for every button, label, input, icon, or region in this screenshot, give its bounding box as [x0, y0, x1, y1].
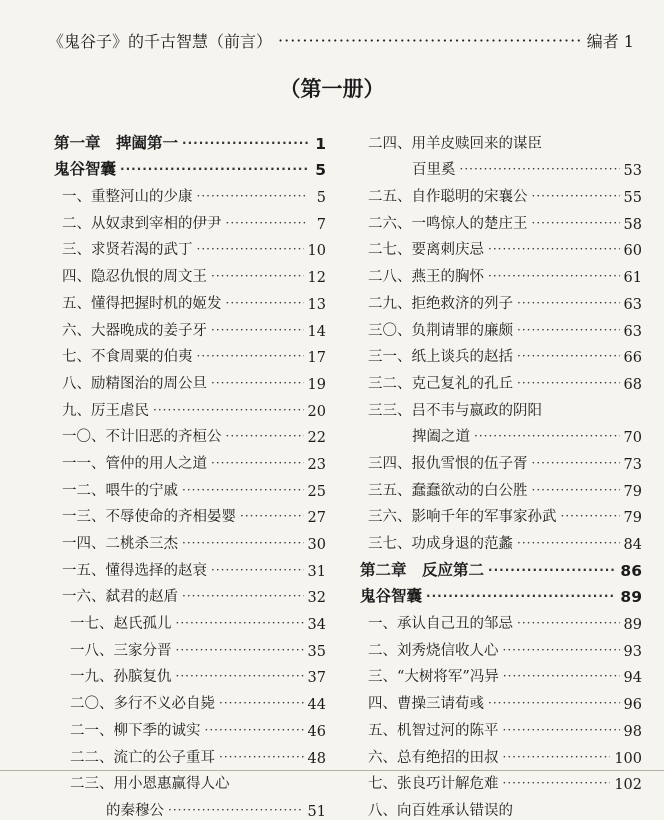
toc-entry-title: 三五、蠢蠢欲动的白公胜	[368, 482, 528, 499]
toc-entry	[360, 526, 642, 553]
toc-entry	[54, 686, 326, 713]
toc-entry-title: 一七、赵氏孤儿	[70, 616, 172, 633]
toc-entry-title: 二九、拒绝救济的列子	[368, 295, 513, 312]
leader-dots	[503, 750, 611, 764]
toc-entry	[360, 206, 642, 233]
toc-entry-title: 二二、流亡的公子重耳	[70, 749, 215, 766]
toc-entry-title: 二六、一鸣惊人的楚庄王	[368, 215, 528, 232]
toc-entry-title: 一〇、不计旧恶的齐桓公	[62, 429, 222, 446]
toc-entry-page: 13	[307, 296, 326, 313]
toc-entry-title: 鬼谷智囊	[54, 160, 117, 179]
toc-entry	[54, 606, 326, 633]
toc-entry-title: 二七、要离刺庆忌	[368, 242, 484, 259]
leader-dots	[120, 162, 308, 176]
leader-dots	[168, 803, 304, 817]
toc-entry-page: 93	[623, 643, 642, 660]
leader-dots	[211, 456, 304, 470]
toc-right-column	[360, 126, 642, 820]
toc-entry-title: 二五、自作聪明的宋襄公	[368, 189, 528, 206]
toc-entry	[54, 153, 326, 180]
toc-entry	[54, 393, 326, 420]
toc-entry-title: 一八、三家分晋	[70, 642, 172, 659]
toc-entry-title: 三、“大树将军”冯异	[368, 669, 499, 686]
toc-entry	[54, 126, 326, 153]
toc-entry-page: 98	[623, 723, 642, 740]
toc-entry	[360, 633, 642, 660]
toc-entry	[360, 286, 642, 313]
toc-entry-page: 22	[307, 430, 326, 447]
leader-dots	[517, 616, 620, 630]
leader-dots	[176, 616, 304, 630]
toc-entry-page: 5	[316, 190, 326, 207]
toc-entry-title: 百里奚	[412, 162, 456, 179]
toc-entry	[54, 259, 326, 286]
toc-entry-title: 二八、燕王的胸怀	[368, 269, 484, 286]
toc-entry	[360, 553, 642, 580]
leader-dots	[426, 589, 616, 603]
leader-dots	[503, 643, 620, 657]
toc-entry-title: 的秦穆公	[106, 802, 164, 819]
toc-entry	[360, 126, 642, 153]
leader-dots	[219, 696, 304, 710]
toc-entry-page: 12	[307, 270, 326, 287]
toc-entry	[54, 313, 326, 340]
toc-entry-title: 三四、报仇雪恨的伍子胥	[368, 455, 528, 472]
preface-page: 编者 1	[586, 31, 634, 51]
leader-dots	[176, 643, 304, 657]
leader-dots	[176, 669, 304, 683]
toc-entry-page: 61	[623, 270, 642, 287]
toc-entry-title: 一五、懂得选择的赵衰	[62, 562, 207, 579]
toc-entry-page: 94	[623, 670, 642, 687]
toc-entry-page: 46	[307, 723, 326, 740]
toc-entry	[54, 206, 326, 233]
toc-entry	[360, 446, 642, 473]
toc-entry-page: 7	[316, 216, 326, 233]
toc-entry-title: 三三、吕不韦与嬴政的阴阳	[368, 402, 542, 419]
leader-dots	[517, 536, 620, 550]
leader-dots	[532, 483, 620, 497]
leader-dots	[211, 269, 304, 283]
leader-dots	[532, 216, 620, 230]
toc-entry-title: 五、懂得把握时机的姬发	[62, 295, 222, 312]
toc-entry-title: 二四、用羊皮赎回来的谋臣	[368, 135, 542, 152]
toc-entry-title: 三六、影响千年的军事家孙武	[368, 509, 557, 526]
toc-entry-page: 17	[307, 350, 326, 367]
toc-entry-page: 30	[307, 537, 326, 553]
leader-dots	[197, 189, 309, 203]
leader-dots	[488, 269, 620, 283]
leader-dots	[460, 162, 620, 176]
leader-dots	[517, 296, 620, 310]
toc-entry-title: 六、大器晚成的姜子牙	[62, 322, 207, 339]
toc-entry-page: 5	[315, 161, 326, 180]
toc-entry	[360, 259, 642, 286]
toc-entry-page: 60	[623, 243, 642, 260]
toc-entry-page: 89	[623, 617, 642, 634]
toc-entry	[54, 580, 326, 607]
toc-entry-title: 第一章 捭阖第一	[54, 133, 179, 152]
toc-entry-page: 63	[623, 323, 642, 340]
toc-entry-title: 三一、纸上谈兵的赵括	[368, 349, 513, 366]
toc-entry-title: 一九、孙膑复仇	[70, 669, 172, 686]
leader-dots	[517, 376, 620, 390]
leader-dots	[561, 509, 620, 523]
toc-entry	[360, 393, 642, 420]
toc-entry-page: 53	[623, 163, 642, 180]
toc-entry-title: 鬼谷智囊	[360, 587, 423, 606]
toc-entry-title: 一、承认自己丑的邹忌	[368, 616, 513, 633]
toc-entry-title: 一二、喂牛的宁戚	[62, 482, 178, 499]
toc-entry-page: 100	[614, 750, 642, 767]
toc-entry-title: 八、励精图治的周公旦	[62, 375, 207, 392]
toc-entry-title: 第二章 反应第二	[360, 560, 485, 579]
toc-entry	[360, 660, 642, 687]
toc-entry	[360, 153, 642, 180]
leader-dots	[503, 776, 611, 790]
toc-entry	[360, 233, 642, 260]
toc-entry	[360, 713, 642, 740]
leader-dots	[182, 483, 304, 497]
toc-entry-page: 19	[307, 376, 326, 393]
toc-entry-title: 五、机智过河的陈平	[368, 722, 499, 739]
toc-entry	[54, 473, 326, 500]
toc-entry-page: 89	[620, 588, 642, 607]
toc-entry-page: 32	[307, 590, 326, 607]
leader-dots	[517, 349, 620, 363]
leader-dots	[503, 669, 620, 683]
toc-entry-page: 34	[307, 617, 326, 634]
leader-dots	[182, 589, 304, 603]
toc-entry-title: 七、张良巧计解危难	[368, 776, 499, 793]
toc-entry-page: 48	[307, 750, 326, 767]
toc-entry	[360, 606, 642, 633]
toc-entry	[54, 713, 326, 740]
toc-entry-title: 捭阖之道	[412, 429, 470, 446]
toc-entry	[360, 420, 642, 447]
toc-entry-page: 96	[623, 697, 642, 714]
leader-dots	[532, 189, 620, 203]
leader-dots	[182, 136, 308, 150]
toc-entry	[54, 340, 326, 367]
toc-entry	[54, 633, 326, 660]
toc-entry-title: 一一、管仲的用人之道	[62, 455, 207, 472]
toc-entry-page: 37	[307, 670, 326, 687]
toc-entry	[54, 793, 326, 820]
leader-dots	[226, 216, 309, 230]
leader-dots	[532, 456, 620, 470]
leader-dots	[488, 242, 620, 256]
leader-dots	[205, 723, 304, 737]
toc-entry-title: 二〇、多行不义必自毙	[70, 696, 215, 713]
toc-entry	[54, 179, 326, 206]
toc-entry-title: 四、隐忍仇恨的周文王	[62, 269, 207, 286]
toc-entry-page: 73	[623, 456, 642, 473]
leader-dots	[211, 376, 304, 390]
toc-entry-title: 三〇、负荆请罪的廉颇	[368, 322, 513, 339]
leader-dots	[197, 349, 304, 363]
toc-left-column	[54, 126, 326, 820]
toc-entry	[54, 553, 326, 580]
toc-entry	[54, 366, 326, 393]
toc-entry-page: 79	[623, 510, 642, 527]
toc-entry	[54, 286, 326, 313]
leader-dots	[278, 31, 581, 50]
leader-dots	[211, 323, 304, 337]
toc-entry-page: 63	[623, 296, 642, 313]
toc-entry-title: 一六、弑君的赵盾	[62, 589, 178, 606]
toc-entry-title: 六、总有绝招的田叔	[368, 749, 499, 766]
leader-dots	[474, 429, 620, 443]
toc-entry	[360, 313, 642, 340]
leader-dots	[226, 296, 304, 310]
toc-entry-page: 10	[307, 243, 326, 260]
toc-entry	[360, 366, 642, 393]
front-matter-line	[48, 28, 634, 52]
toc-entry-page: 68	[623, 376, 642, 393]
toc-entry-page: 58	[623, 216, 642, 233]
toc-entry-title: 四、曹操三请荀彧	[368, 696, 484, 713]
toc-entry-title: 八、向百姓承认错误的	[368, 802, 513, 819]
toc-entry	[54, 420, 326, 447]
leader-dots	[517, 323, 620, 337]
toc-entry-page: 14	[307, 323, 326, 340]
toc-entry	[360, 740, 642, 767]
page-bottom-edge	[0, 770, 664, 771]
toc-entry	[360, 686, 642, 713]
leader-dots	[488, 563, 616, 577]
toc-entry	[360, 340, 642, 367]
leader-dots	[488, 696, 620, 710]
toc-entry-page: 35	[307, 643, 326, 660]
leader-dots	[197, 242, 304, 256]
toc-entry	[360, 580, 642, 607]
toc-entry-title: 九、厉王虐民	[62, 402, 149, 419]
toc-entry-page: 86	[620, 561, 642, 580]
toc-entry-page: 31	[307, 563, 326, 580]
toc-entry	[54, 526, 326, 553]
toc-entry-title: 二、从奴隶到宰相的伊尹	[62, 215, 222, 232]
toc-entry-title: 一四、二桃杀三杰	[62, 536, 178, 552]
toc-entry-page: 20	[307, 403, 326, 420]
toc-entry-page: 102	[614, 777, 642, 794]
toc-entry-page: 84	[623, 537, 642, 553]
toc-entry	[54, 446, 326, 473]
toc-entry-title: 三七、功成身退的范蠡	[368, 536, 513, 552]
toc-entry	[54, 660, 326, 687]
leader-dots	[182, 536, 304, 550]
toc-entry	[360, 473, 642, 500]
toc-entry-title: 二三、用小恩惠赢得人心	[70, 776, 230, 793]
toc-entry	[54, 233, 326, 260]
toc-entry	[360, 500, 642, 527]
toc-entry-page: 44	[307, 697, 326, 714]
leader-dots	[240, 509, 304, 523]
toc-entry-page: 66	[623, 350, 642, 367]
toc-entry-title: 三二、克己复礼的孔丘	[368, 375, 513, 392]
toc-entry-title: 三、求贤若渴的武丁	[62, 242, 193, 259]
toc-entry	[360, 179, 642, 206]
toc-entry-title: 一三、不辱使命的齐相晏婴	[62, 509, 236, 526]
toc-entry-page: 55	[623, 190, 642, 207]
leader-dots	[211, 563, 304, 577]
toc-entry-page: 27	[307, 510, 326, 527]
toc-entry-title: 二、刘秀烧信收人心	[368, 642, 499, 659]
leader-dots	[503, 723, 620, 737]
toc-entry	[54, 500, 326, 527]
toc-entry-page: 25	[307, 483, 326, 500]
volume-title: （第一册）	[279, 77, 385, 101]
leader-dots	[226, 429, 304, 443]
toc-entry-title: 一、重整河山的少康	[62, 189, 193, 206]
toc-entry	[360, 793, 642, 820]
toc-entry-title: 七、不食周粟的伯夷	[62, 349, 193, 366]
toc-entry-title: 二一、柳下季的诚实	[70, 722, 201, 739]
leader-dots	[153, 403, 304, 417]
toc-entry-page: 1	[315, 134, 326, 153]
leader-dots	[219, 750, 304, 764]
toc-entry-page: 70	[623, 430, 642, 447]
toc-entry-page: 79	[623, 483, 642, 500]
preface-title: 《鬼谷子》的千古智慧（前言）	[48, 31, 273, 51]
toc-entry-page: 23	[307, 456, 326, 473]
toc-entry-page: 51	[307, 803, 326, 820]
toc-entry	[54, 740, 326, 767]
